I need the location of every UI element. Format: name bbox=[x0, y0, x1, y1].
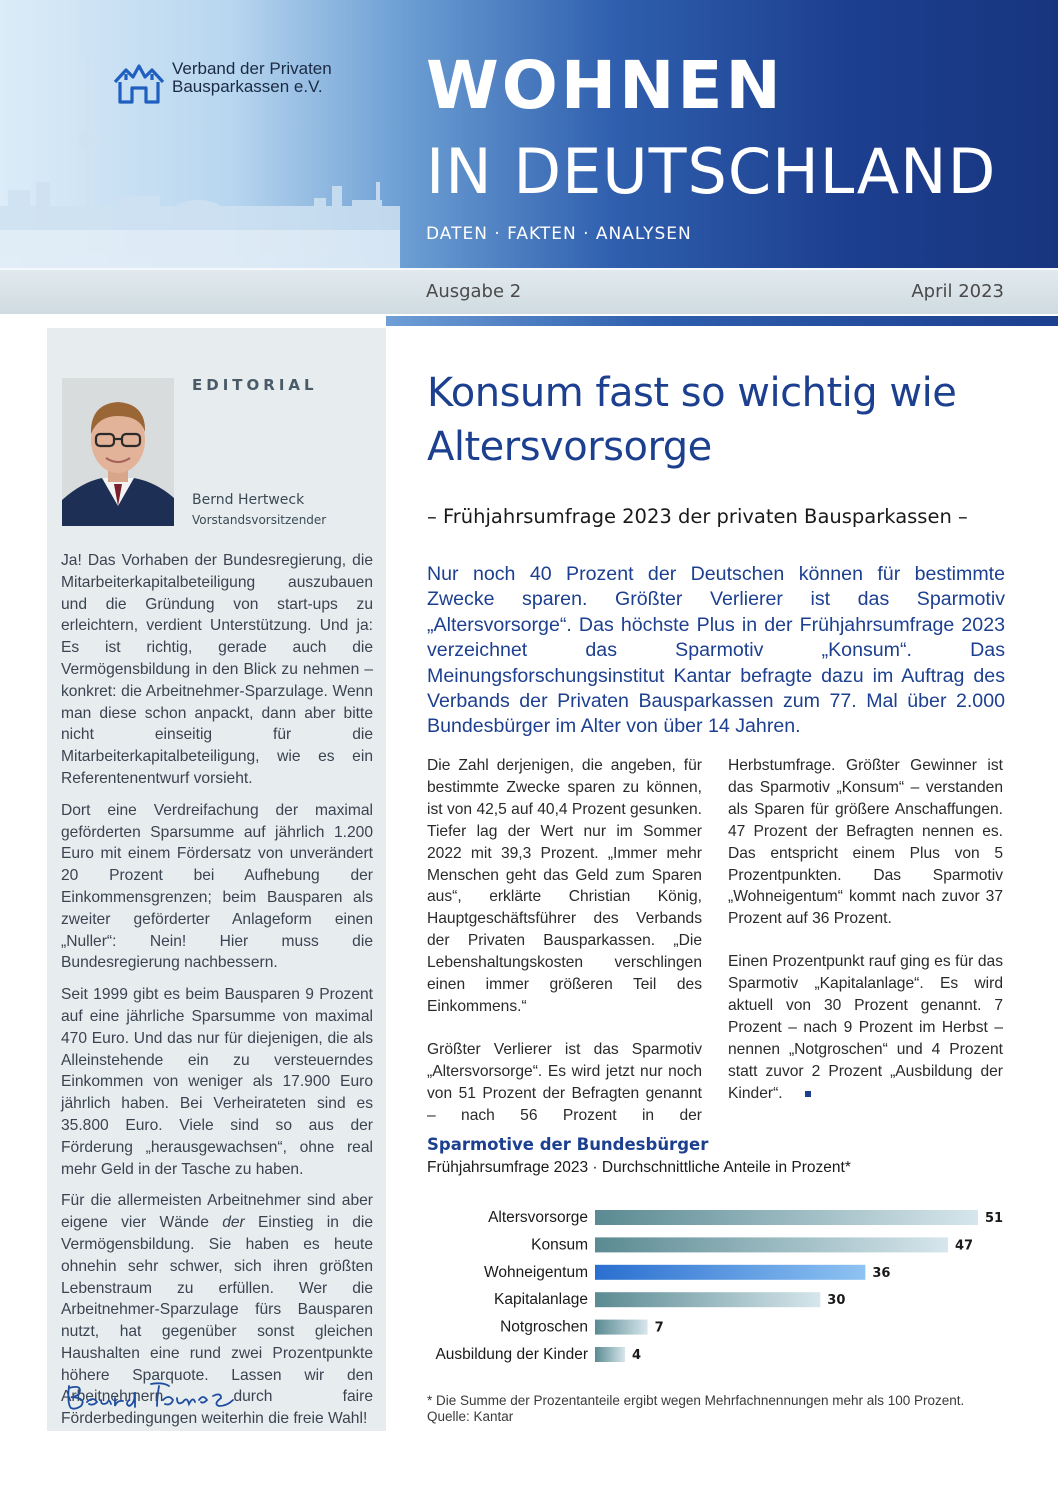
association-logo bbox=[112, 60, 332, 106]
org-name-line1: Verband der Privaten bbox=[172, 59, 332, 78]
portrait-illustration bbox=[62, 378, 174, 526]
org-name-line2: Bausparkassen e.V. bbox=[172, 77, 323, 96]
title-line1: WOHNEN bbox=[426, 47, 784, 124]
bar-value-label: 7 bbox=[654, 1320, 664, 1336]
source-text: Quelle: Kantar bbox=[427, 1409, 514, 1424]
accent-stripe bbox=[386, 316, 1058, 326]
tagline: DATEN · FAKTEN · ANALYSEN bbox=[426, 224, 692, 244]
article-paragraph: Die Zahl derjenigen, die angeben, für bestimmte Zwecke sparen zu können, ist von 42,5 auf 40,4 Prozent gesunken. Tiefer lag der Wert nur im Sommer 2022 mit 39,3 Prozent. „Immer mehr Menschen geht das Geld zum Sparen aus“, erklärte Christian König, Hauptgeschäftsführer des Verbands der Privaten Bausparkassen. „Die Lebenshaltungskosten verschlingen einen immer größeren Teil des Einkommens.“ bbox=[427, 757, 702, 1015]
article-paragraph-text: Einen Prozentpunkt rauf ging es für das Sparmotiv „Kapitalanlage“. Es wird aktuell von 30 Prozent genannt. 7 Prozent – nach 9 Prozent im Herbst – nennen „Notgroschen“ und 4 Prozent statt zuvor 2 Prozent „Ausbildung der Kinder“. bbox=[728, 953, 1003, 1102]
issue-date: April 2023 bbox=[911, 281, 1004, 302]
bar-value-label: 30 bbox=[827, 1293, 846, 1309]
author-role: Vorstandsvorsitzender bbox=[192, 513, 327, 527]
article-paragraph: Größter Verlierer ist das Sparmotiv „Altersvorsorge“. Es wird jetzt nur noch von 51 Prozent der Befragten genannt – nach 56 Prozent in der Herbstumfrage. Größter Gewinner ist das Sparmotiv „Konsum“ – verstanden als Sparen für größere Anschaffungen. 47 Prozent der Befragten nennen es. Das entspricht einem Plus von 5 Prozentpunkten. Das Sparmotiv „Wohneigentum“ kommt nach zuvor 37 Prozent auf 36 Prozent. bbox=[427, 757, 1003, 1124]
section-label-editorial: EDITORIAL bbox=[192, 376, 318, 394]
bar-value-label: 36 bbox=[872, 1265, 891, 1281]
bar bbox=[595, 1237, 948, 1252]
article-paragraph bbox=[728, 951, 1003, 1104]
editorial-paragraph: Dort eine Verdreifachung der maximal geförderten Sparsumme auf jährlich 1.200 Euro mit einem Fördersatz von unverändert 20 Prozent bei Aufhebung der Einkommensgrenzen; beim Bausparen als zweiter geförderter Anlageform einen „Nuller“: Nein! Hier muss die Bundesregierung nachbessern. bbox=[61, 801, 373, 972]
bar bbox=[595, 1292, 820, 1307]
title-line2: IN DEUTSCHLAND bbox=[426, 135, 997, 208]
bar-value-label: 4 bbox=[632, 1348, 642, 1363]
editorial-paragraph: Ja! Das Vorhaben der Bundesregierung, die Mitarbeiterkapitalbeteiligung auszubauen und die Gründung von start-ups zu erleichtern, verdient Unterstützung. Und ja: Es ist richtig, gerade auch die Vermögensbildung in den Blick zu nehmen – konkret: die Arbeitnehmer-Sparzulage. Wenn man diese schon anpackt, dann aber bitte nicht einseitig für die Mitarbeiterkapitalbeteiligung, wie es ein Referentenentwurf vorsieht. bbox=[61, 552, 373, 787]
bar-value-label: 51 bbox=[985, 1211, 1004, 1226]
issue-number: Ausgabe 2 bbox=[426, 281, 522, 302]
editorial-text bbox=[61, 550, 373, 1440]
bar-label: Altersvorsorge bbox=[488, 1209, 588, 1226]
bar-label: Konsum bbox=[531, 1236, 588, 1254]
bar bbox=[595, 1265, 865, 1280]
bar-label: Ausbildung der Kinder bbox=[435, 1346, 588, 1363]
city-skyline-graphic bbox=[0, 0, 400, 268]
editorial-sidebar bbox=[47, 328, 386, 1431]
editorial-text-run: Für die allermeisten Arbeitnehmer sind aber eigene vier Wände bbox=[61, 1192, 373, 1232]
bar-label: Kapitalanlage bbox=[494, 1291, 588, 1309]
footnote-text: * Die Summe der Prozentanteile ergibt wegen Mehrfachnennungen mehr als 100 Prozent. bbox=[427, 1393, 965, 1408]
bar-label: Wohneigentum bbox=[484, 1263, 588, 1281]
chart-footnote bbox=[427, 1393, 964, 1425]
author-name: Bernd Hertweck bbox=[192, 492, 305, 508]
bar bbox=[595, 1210, 978, 1225]
article-lead: Nur noch 40 Prozent der Deutschen können für bestimmte Zwecke sparen. Größter Verlierer ist das Sparmotiv „Altersvorsorge“. Das höchste Plus in der Frühjahrsumfrage 2023 verzeichnet das Sparmotiv „Konsum“. Das Meinungsforschungsinstitut Kantar befragte dazu im Auftrag des Verbands der Privaten Bausparkassen zum 77. Mal über 2.000 Bundesbürger im Alter von über 14 Jahren. bbox=[427, 563, 1005, 738]
editorial-paragraph: Seit 1999 gibt es beim Bausparen 9 Prozent auf eine jährliche Sparsumme von maximal 470 Euro. Und das nur für diejenigen, die als Alleinstehende ein zu versteuerndes Einkommen von weniger als 17.900 Euro jährlich haben. Bei Verheirateten sind es 35.800 Euro. Viele sind so aus der Förderung „herausgewachsen“, ohne real mehr Geld in der Tasche zu haben. bbox=[61, 986, 373, 1178]
bar-value-label: 47 bbox=[954, 1238, 974, 1254]
editorial-text-run: Einstieg in die Vermögensbildung. Sie haben es heute ohnehin sehr schwer, sich ihren größten Lebenstraum zu erfüllen. Wer die Arbeitnehmer-Sparzulage fürs Bausparen nutzt, hat gegenüber sonst gleichen Haushalten eine rund zwei Prozentpunkte höhere Sparquote. Lassen wir den Arbeitnehmern durch faire Förderbedingungen weiterhin die freie Wahl! bbox=[61, 1214, 374, 1428]
chart-subtitle: Frühjahrsumfrage 2023 · Durchschnittliche Anteile in Prozent* bbox=[427, 1159, 851, 1176]
house-logo-icon bbox=[112, 60, 166, 106]
article-subhead: – Frühjahrsumfrage 2023 der privaten Bausparkassen – bbox=[427, 505, 968, 528]
issue-bar bbox=[0, 268, 1058, 314]
chart-title: Sparmotive der Bundesbürger bbox=[427, 1135, 709, 1154]
handwritten-signature bbox=[63, 1370, 253, 1418]
editorial-emphasis: der bbox=[222, 1214, 245, 1232]
author-portrait bbox=[62, 378, 174, 526]
article-body bbox=[427, 755, 1003, 1127]
bar bbox=[595, 1320, 648, 1335]
end-of-article-mark bbox=[805, 1091, 811, 1097]
masthead bbox=[0, 0, 1058, 268]
bar-label: Notgroschen bbox=[500, 1318, 588, 1336]
bar bbox=[595, 1347, 625, 1362]
savings-motives-bar-chart bbox=[410, 1200, 1030, 1370]
article-headline: Konsum fast so wichtig wie Altersvorsorge bbox=[427, 370, 957, 470]
